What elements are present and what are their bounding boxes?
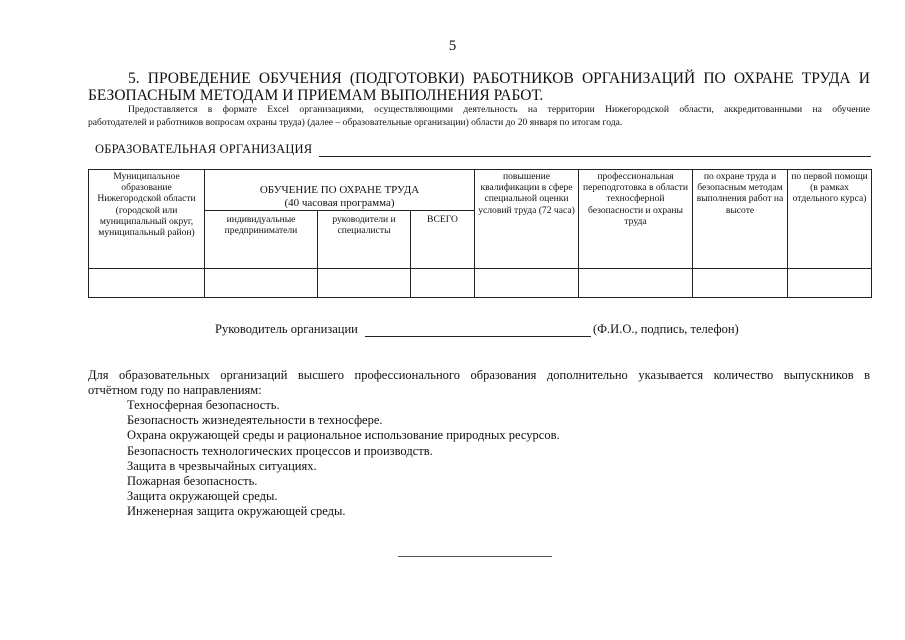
bottom-divider [398,556,552,557]
header-training-subtitle: (40 часовая программа) [284,196,395,209]
cell-qualification[interactable] [475,269,579,298]
header-retraining: профессиональная переподготовка в области техносферной безопасности и охраны труда [579,170,693,269]
graduates-paragraph-line-1: Для образовательных организаций высшего профессионального образования дополнительно указывается количество выпускников в [88,368,870,382]
section-heading-line-2: БЕЗОПАСНЫМ МЕТОДАМ И ПРИЕМАМ ВЫПОЛНЕНИЯ РАБОТ. [88,87,544,104]
organization-label: ОБРАЗОВАТЕЛЬНАЯ ОРГАНИЗАЦИЯ [95,142,313,156]
graduates-paragraph [88,368,870,398]
subheader-individual: индивидуальные предприниматели [205,211,318,269]
cell-managers[interactable] [318,269,411,298]
submission-note [88,104,870,129]
list-item: Инженерная защита окружающей среды. [127,504,346,519]
organization-fill-line [319,156,871,157]
list-item: Пожарная безопасность. [127,474,258,489]
header-municipal: Муниципальное образование Нижегородской области (городской или муниципальный округ, муниципальный район) [89,170,205,269]
header-training-title: ОБУЧЕНИЕ ПО ОХРАНЕ ТРУДА [259,184,420,196]
subheader-managers: руководители и специалисты [318,211,411,269]
header-safe-methods: по охране труда и безопасным методам выполнения работ на высоте [693,170,788,269]
cell-retraining[interactable] [579,269,693,298]
subheader-total: ВСЕГО [411,211,475,269]
signature-fill-line [365,336,591,337]
list-item: Охрана окружающей среды и рациональное использование природных ресурсов. [127,428,560,443]
list-item: Безопасность жизнедеятельности в техносфере. [127,413,383,428]
directions-list [127,398,560,520]
training-report-table [88,169,872,298]
cell-first-aid[interactable] [788,269,872,298]
list-item: Техносферная безопасность. [127,398,280,412]
cell-municipal[interactable] [89,269,205,298]
submission-note-line-2: работодателей и работников вопросам охраны труда) (далее – образовательные организации) области до 20 января по итогам года. [88,116,623,128]
cell-total[interactable] [411,269,475,298]
signature-row [215,322,775,340]
signature-hint: (Ф.И.О., подпись, телефон) [593,322,739,336]
page-number: 5 [448,38,457,54]
header-qualification: повышение квалификации в сфере специальной оценки условий труда (72 часа) [475,170,579,269]
submission-note-line-1: Предоставляется в формате Excel организациями, осуществляющими деятельность на территории Нижегородской области, аккредитованными на обучение [128,104,870,115]
list-item: Безопасность технологических процессов и производств. [127,443,433,458]
signature-label: Руководитель организации [215,322,358,336]
cell-safe-methods[interactable] [693,269,788,298]
list-item: Защита в чрезвычайных ситуациях. [127,458,317,473]
section-heading [88,70,870,104]
list-item: Защита окружающей среды. [127,489,278,504]
graduates-paragraph-line-2: отчётном году по направлениям: [88,383,262,397]
header-first-aid: по первой помощи (в рамках отдельного курса) [788,170,872,269]
header-training [205,170,475,211]
table-header-row [89,170,872,211]
cell-individual[interactable] [205,269,318,298]
table-data-row [89,269,872,298]
section-heading-line-1: 5. ПРОВЕДЕНИЕ ОБУЧЕНИЯ (ПОДГОТОВКИ) РАБОТНИКОВ ОРГАНИЗАЦИЙ ПО ОХРАНЕ ТРУДА И [128,70,870,87]
organization-field [95,142,871,158]
